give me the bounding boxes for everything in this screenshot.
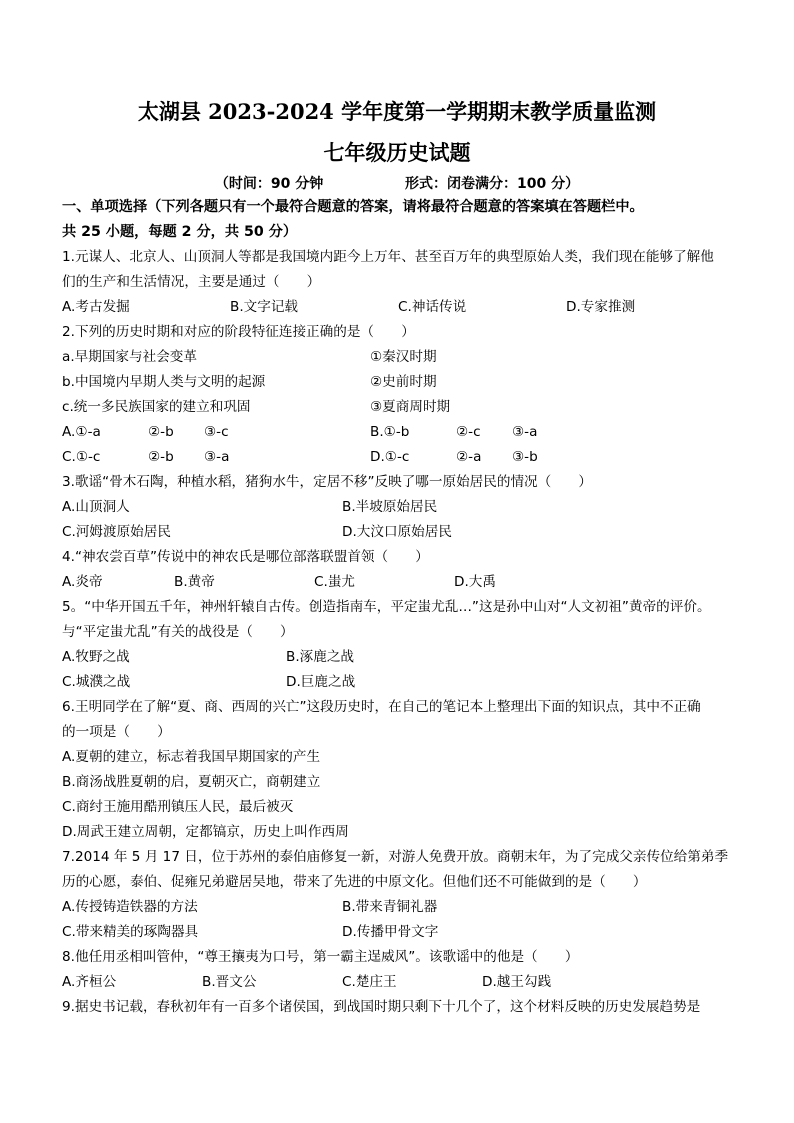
- q1-option-b: B.文字记载: [230, 299, 299, 315]
- question-6-stem-cont: 的一项是（ ）: [62, 724, 171, 740]
- question-7-stem: 7.2014 年 5 月 17 日，位于苏州的泰伯庙修复一新，对游人免费开放。商朝末年，为了完成父亲传位给第弟季: [62, 849, 729, 865]
- q3-option-c: C.河姆渡原始居民: [62, 524, 171, 540]
- section-heading: 一、单项选择（下列各题只有一个最符合题意的答案，请将最符合题意的答案填在答题栏中。: [62, 199, 644, 215]
- q2-option-a-1: A.①-a: [62, 424, 101, 440]
- question-7-stem-cont: 历的心愿，泰伯、促雍兄弟避居吴地，带来了先进的中原文化。但他们还不可能做到的是（ ）: [62, 874, 647, 890]
- q2-option-d-1: D.①-c: [370, 449, 410, 465]
- q4-option-b: B.黄帝: [174, 574, 215, 590]
- question-2-stem: 2.下列的历史时期和对应的阶段特征连接正确的是（ ）: [62, 324, 415, 340]
- q6-option-a: A.夏朝的建立，标志着我国早期国家的产生: [62, 749, 321, 765]
- q1-option-c: C.神话传说: [398, 299, 467, 315]
- exam-time: （时间：90 分钟: [214, 176, 324, 192]
- q7-option-a: A.传授铸造铁器的方法: [62, 899, 198, 915]
- q6-option-c: C.商纣王施用酷刑镇压人民，最后被灭: [62, 799, 294, 815]
- q5-option-b: B.涿鹿之战: [286, 649, 355, 665]
- q2-feature-3: ③夏商周时期: [370, 399, 451, 415]
- section-heading-cont: 共 25 小题，每题 2 分，共 50 分）: [62, 224, 298, 240]
- q2-feature-2: ②史前时期: [370, 374, 437, 390]
- q8-option-c: C.楚庄王: [342, 974, 397, 990]
- exam-info: [0, 173, 794, 193]
- question-5-stem-cont: 与“平定蚩尤乱”有关的战役是（ ）: [62, 624, 294, 640]
- q8-option-a: A.齐桓公: [62, 974, 117, 990]
- q2-option-a-3: ③-c: [204, 424, 229, 440]
- q6-option-d: D.周武王建立周朝，定都镐京，历史上叫作西周: [62, 824, 349, 840]
- q3-option-a: A.山顶洞人: [62, 499, 130, 515]
- q6-option-b: B.商汤战胜夏朝的启，夏朝灭亡，商朝建立: [62, 774, 321, 790]
- exam-subtitle: 七年级历史试题: [323, 140, 471, 165]
- q4-option-d: D.大禹: [454, 574, 496, 590]
- exam-title: 太湖县 2023-2024 学年度第一学期期末教学质量监测: [137, 99, 657, 124]
- q8-option-d: D.越王勾践: [482, 974, 552, 990]
- q2-option-c-1: C.①-c: [62, 449, 101, 465]
- q2-period-b: b.中国境内早期人类与文明的起源: [62, 374, 266, 390]
- q2-option-a-2: ②-b: [148, 424, 174, 440]
- question-5-stem: 5。“中华开国五千年，神州轩辕自古传。创造指南车，平定蚩尤乱…”这是孙中山对“人文初祖”黄帝的评价。: [62, 599, 711, 615]
- q2-period-c: c.统一多民族国家的建立和巩固: [62, 399, 251, 415]
- question-1-stem: 1.元谋人、北京人、山顶洞人等都是我国境内距今上万年、甚至百万年的典型原始人类，我们现在能够了解他: [62, 249, 714, 265]
- question-4-stem: 4.“神农尝百草”传说中的神农氏是哪位部落联盟首领（ ）: [62, 549, 429, 565]
- q2-feature-1: ①秦汉时期: [370, 349, 437, 365]
- q5-option-c: C.城濮之战: [62, 674, 131, 690]
- q7-option-c: C.带来精美的琢陶器具: [62, 924, 199, 940]
- q1-option-d: D.专家推测: [566, 299, 636, 315]
- q1-option-a: A.考古发掘: [62, 299, 130, 315]
- q2-option-b-1: B.①-b: [370, 424, 410, 440]
- q8-option-b: B.晋文公: [202, 974, 257, 990]
- question-1-stem-cont: 们的生产和生活情况，主要是通过（ ）: [62, 274, 321, 290]
- question-3-stem: 3.歌谣“骨木石陶，种植水稻，猪狗水牛，定居不移”反映了哪一原始居民的情况（ ）: [62, 474, 593, 490]
- q4-option-c: C.蚩尤: [314, 574, 356, 590]
- q2-option-d-3: ③-b: [512, 449, 538, 465]
- exam-form: 形式：闭卷满分：100 分）: [405, 176, 580, 192]
- q7-option-d: D.传播甲骨文字: [342, 924, 439, 940]
- q2-period-a: a.早期国家与社会变革: [62, 349, 197, 365]
- question-9-stem: 9.据史书记载，春秋初年有一百多个诸侯国，到战国时期只剩下十几个了，这个材料反映的历史发展趋势是: [62, 999, 701, 1015]
- q2-option-d-2: ②-a: [456, 449, 482, 465]
- q2-option-c-2: ②-b: [148, 449, 174, 465]
- q2-option-b-2: ②-c: [456, 424, 481, 440]
- question-6-stem: 6.王明同学在了解“夏、商、西周的兴亡”这段历史时，在自己的笔记本上整理出下面的知识点，其中不正确: [62, 699, 701, 715]
- question-8-stem: 8.他任用丞相叫管仲，“尊王攘夷为口号，第一霸主逞威风”。该歌谣中的他是（ ）: [62, 949, 579, 965]
- q3-option-d: D.大汶口原始居民: [342, 524, 452, 540]
- q4-option-a: A.炎帝: [62, 574, 103, 590]
- q7-option-b: B.带来青铜礼器: [342, 899, 438, 915]
- q2-option-b-3: ③-a: [512, 424, 538, 440]
- q3-option-b: B.半坡原始居民: [342, 499, 438, 515]
- q5-option-a: A.牧野之战: [62, 649, 130, 665]
- q2-option-c-3: ③-a: [204, 449, 230, 465]
- q5-option-d: D.巨鹿之战: [286, 674, 356, 690]
